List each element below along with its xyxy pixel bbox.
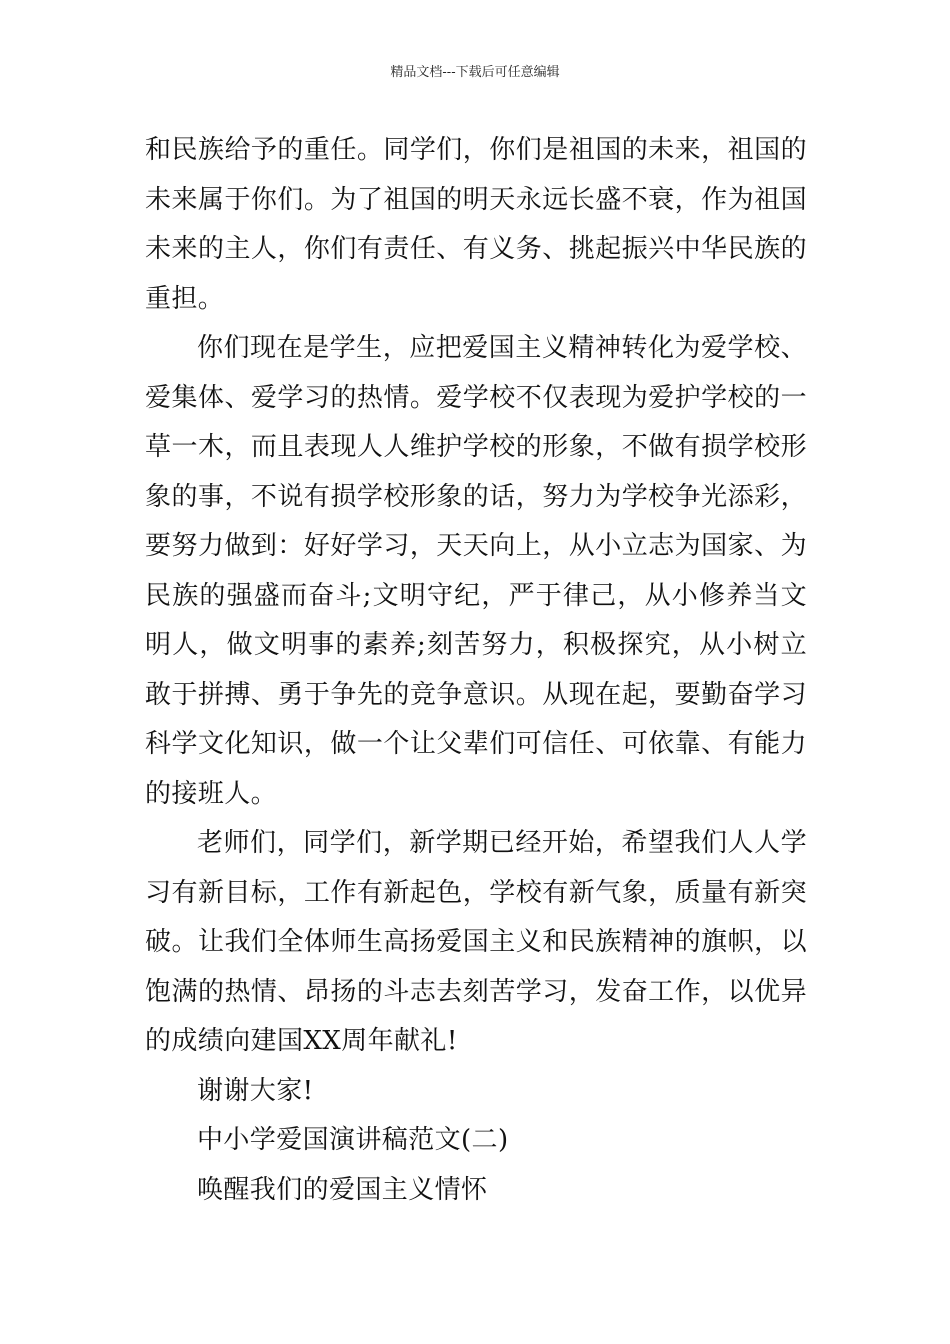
paragraph-new-semester: 老师们，同学们，新学期已经开始，希望我们人人学习有新目标，工作有新起色，学校有新气象，质量有新突破。让我们全体师生高扬爱国主义和民族精神的旗帜，以饱满的热情、昂扬的斗志去刻苦学习，发奋工作，以优异的成绩向建国XX周年献礼! [145, 828, 807, 1056]
paragraph-continuation: 和民族给予的重任。同学们，你们是祖国的未来，祖国的未来属于你们。为了祖国的明天永远长盛不衰，作为祖国未来的主人，你们有责任、有义务、挑起振兴中华民族的重担。 [145, 135, 807, 314]
page-header: 精品文档---下载后可任意编辑 [390, 65, 560, 80]
section-subtitle: 唤醒我们的爱国主义情怀 [197, 1174, 488, 1205]
section-title: 中小学爱国演讲稿范文(二) [197, 1125, 509, 1155]
paragraph-student-duty: 你们现在是学生，应把爱国主义精神转化为爱学校、爱集体、爱学习的热情。爱学校不仅表现为爱护学校的一草一木，而且表现人人维护学校的形象，不做有损学校形象的事，不说有损学校形象的话，努力为学校争光添彩，要努力做到：好好学习，天天向上，从小立志为国家、为民族的强盛而奋斗;文明守纪，严于律己，从小修养当文明人，做文明事的素养;刻苦努力，积极探究，从小树立敢于拼搏、勇于争先的竞争意识。从现在起，要勤奋学习科学文化知识，做一个让父辈们可信任、可依靠、有能力的接班人。 [145, 333, 807, 809]
document-body [145, 126, 807, 1215]
paragraph-thanks: 谢谢大家! [197, 1075, 314, 1106]
